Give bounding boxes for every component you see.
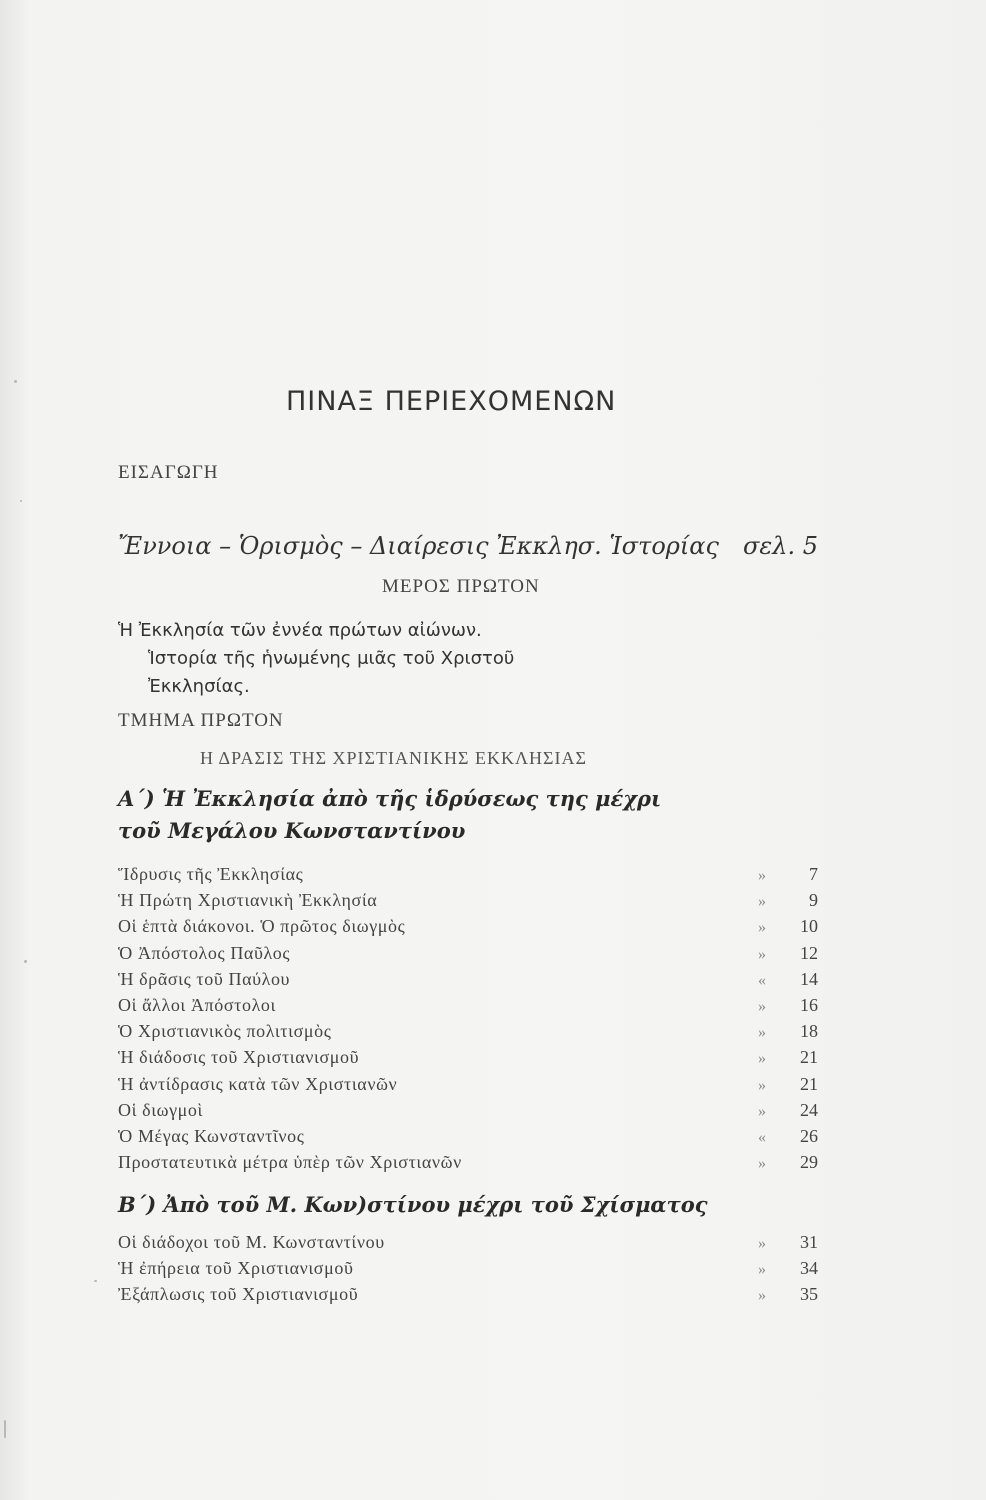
- paper-speck: [14, 380, 17, 383]
- toc-entry: [118, 1100, 818, 1126]
- toc-entry-title: Οἱ διωγμοὶ: [118, 1099, 203, 1120]
- ditto-mark: »: [758, 1261, 766, 1279]
- toc-entry: [118, 1284, 818, 1310]
- ditto-mark: «: [758, 1128, 766, 1146]
- ditto-mark: »: [758, 867, 766, 884]
- toc-entry-title: Ὁ Χριστιανικὸς πολιτισμὸς: [118, 1021, 332, 1042]
- intro-heading: ΕΙΣΑΓΩΓΗ: [118, 462, 219, 483]
- toc-entry-page: 21: [800, 1047, 818, 1068]
- ditto-mark: »: [758, 1076, 766, 1094]
- toc-entry-page: 26: [800, 1125, 818, 1146]
- toc-entry: [118, 1258, 818, 1284]
- ditto-mark: »: [758, 997, 766, 1015]
- toc-entry-page: 12: [800, 942, 818, 963]
- toc-entry-title: Ὁ Ἀπόστολος Παῦλος: [118, 942, 291, 963]
- toc-entry-page: 9: [809, 890, 818, 911]
- toc-entry-title: Ἐξάπλωσις τοῦ Χριστιανισμοῦ: [118, 1284, 359, 1305]
- part-description-line: Ἐκκλησίας.: [148, 676, 250, 697]
- chapter-b-entries: [118, 1232, 818, 1311]
- toc-entry: [118, 1074, 818, 1100]
- chapter-a-entries: [118, 864, 818, 1178]
- part-description-line: Ἡ Ἐκκλησία τῶν ἐννέα πρώτων αἰώνων.: [118, 620, 482, 641]
- toc-entry-title: Προστατευτικὰ μέτρα ὑπὲρ τῶν Χριστιανῶν: [118, 1152, 462, 1173]
- toc-entry: [118, 1126, 818, 1152]
- toc-entry-title: Ὁ Μέγας Κωνσταντῖνος: [118, 1125, 305, 1146]
- toc-entry-page: 7: [809, 864, 818, 884]
- toc-entry-page: 31: [800, 1232, 818, 1252]
- chapter-a-title: Α΄) Ἡ Ἐκκλησία ἀπὸ τῆς ἱδρύσεως της μέχρι: [118, 786, 662, 811]
- toc-entry: [118, 864, 818, 890]
- toc-entry-title: Ἡ ἐπήρεια τοῦ Χριστιανισμοῦ: [118, 1258, 354, 1279]
- toc-entry: [118, 890, 818, 916]
- toc-entry: [118, 943, 818, 969]
- intro-line-page: σελ. 5: [743, 532, 818, 560]
- toc-entry-title: Οἱ ἄλλοι Ἀπόστολοι: [118, 994, 276, 1015]
- ditto-mark: »: [758, 1155, 766, 1173]
- chapter-b-title: Β΄) Ἀπὸ τοῦ Μ. Κων)στίνου μέχρι τοῦ Σχίσματος: [118, 1192, 708, 1217]
- toc-entry-page: 14: [800, 968, 818, 989]
- part-description-line: Ἱστορία τῆς ἡνωμένης μιᾶς τοῦ Χριστοῦ: [148, 648, 515, 669]
- toc-entry-page: 10: [800, 916, 818, 937]
- toc-entry: [118, 1021, 818, 1047]
- toc-entry-page: 16: [800, 994, 818, 1015]
- ditto-mark: »: [758, 919, 766, 937]
- paper-speck: [20, 500, 22, 502]
- page-title: ΠΙΝΑΞ ΠΕΡΙΕΧΟΜΕΝΩΝ: [286, 386, 617, 417]
- ditto-mark: «: [758, 971, 766, 989]
- toc-entry-title: Ἡ Πρώτη Χριστιανικὴ Ἐκκλησία: [118, 890, 378, 911]
- section-subtitle: Η ΔΡΑΣΙΣ ΤΗΣ ΧΡΙΣΤΙΑΝΙΚΗΣ ΕΚΚΛΗΣΙΑΣ: [200, 748, 587, 768]
- toc-entry-page: 21: [800, 1073, 818, 1094]
- toc-entry-title: Ἵδρυσις τῆς Ἐκκλησίας: [118, 864, 304, 884]
- ditto-mark: »: [758, 1050, 766, 1068]
- ditto-mark: »: [758, 1235, 766, 1252]
- intro-line-text: Ἔννοια – Ὁρισμὸς – Διαίρεσις Ἐκκλησ. Ἱστορίας: [118, 532, 719, 560]
- toc-entry: [118, 1152, 818, 1178]
- paper-speck: [24, 960, 27, 963]
- toc-entry-title: Ἡ δρᾶσις τοῦ Παύλου: [118, 968, 291, 989]
- toc-entry-page: 18: [800, 1021, 818, 1042]
- paper-speck: [4, 1420, 6, 1438]
- toc-entry-page: 35: [800, 1284, 818, 1305]
- ditto-mark: »: [758, 893, 766, 911]
- toc-entry-page: 29: [800, 1152, 818, 1173]
- toc-entry-title: Οἱ διάδοχοι τοῦ Μ. Κωνσταντίνου: [118, 1232, 385, 1252]
- toc-entry-page: 34: [800, 1258, 818, 1279]
- toc-entry: [118, 1047, 818, 1073]
- toc-entry: [118, 995, 818, 1021]
- ditto-mark: »: [758, 1024, 766, 1042]
- chapter-a-title-continued: τοῦ Μεγάλου Κωνσταντίνου: [118, 818, 466, 843]
- toc-entry: [118, 969, 818, 995]
- ditto-mark: »: [758, 1287, 766, 1305]
- toc-entry-title: Οἱ ἑπτὰ διάκονοι. Ὁ πρῶτος διωγμὸς: [118, 916, 406, 937]
- intro-line: [118, 532, 818, 560]
- ditto-mark: »: [758, 945, 766, 963]
- part-heading: ΜΕΡΟΣ ΠΡΩΤΟΝ: [382, 576, 540, 597]
- paper-speck: [94, 1280, 97, 1282]
- toc-entry: [118, 916, 818, 942]
- ditto-mark: »: [758, 1102, 766, 1120]
- section-heading: ΤΜΗΜΑ ΠΡΩΤΟΝ: [118, 710, 284, 731]
- toc-entry-title: Ἡ ἀντίδρασις κατὰ τῶν Χριστιανῶν: [118, 1073, 398, 1094]
- toc-entry-page: 24: [800, 1099, 818, 1120]
- toc-entry: [118, 1232, 818, 1258]
- toc-entry-title: Ἡ διάδοσις τοῦ Χριστιανισμοῦ: [118, 1047, 360, 1068]
